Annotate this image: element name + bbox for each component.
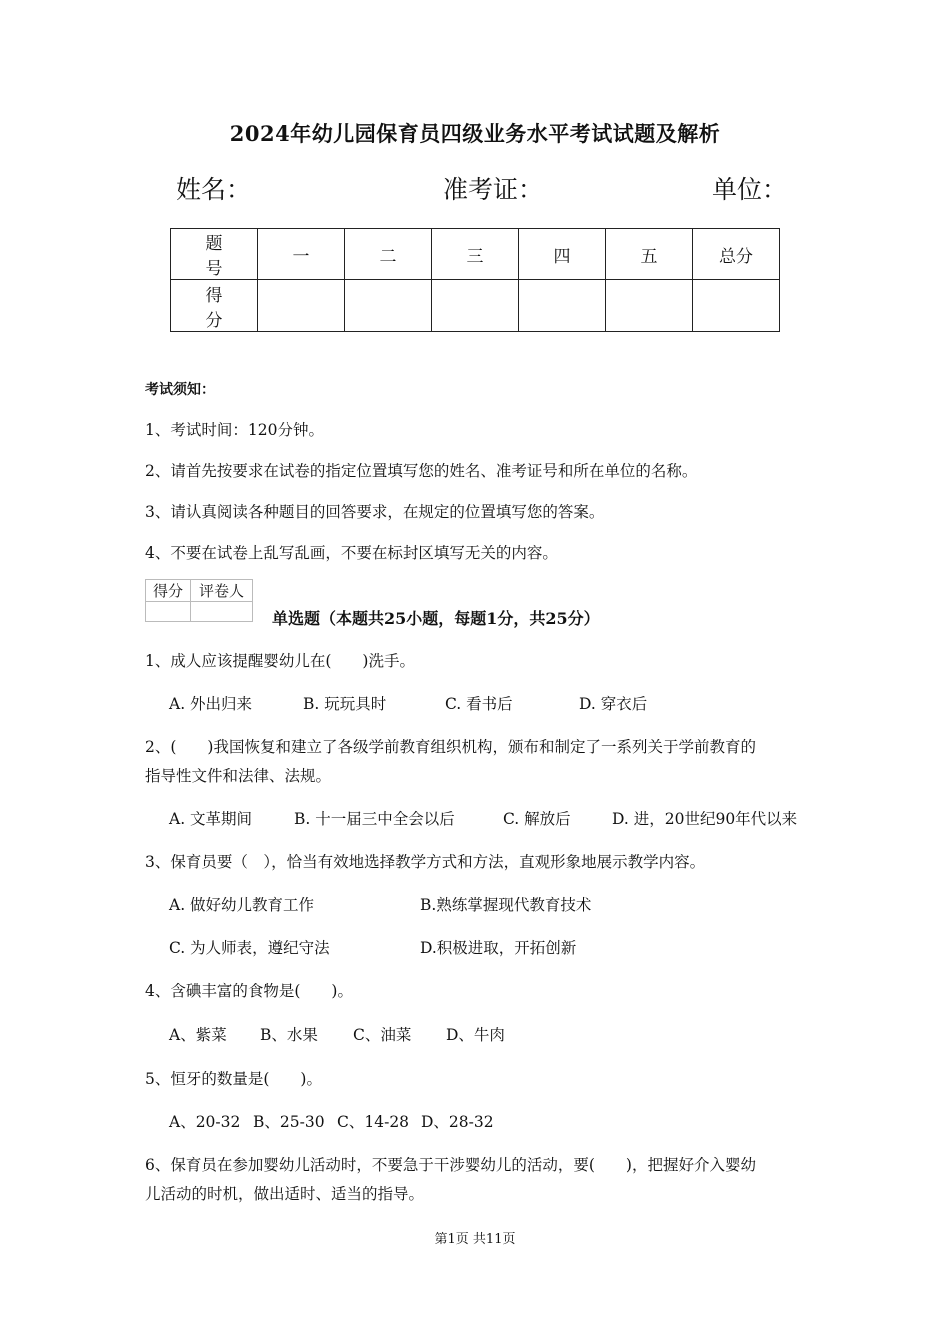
score-cell-4[interactable] xyxy=(519,280,606,332)
question-2-option-a[interactable]: A. 文革期间 xyxy=(169,810,253,828)
question-2-stem-cont: 指导性文件和法律、法规。 xyxy=(145,767,332,785)
question-5-stem: 5、恒牙的数量是( )。 xyxy=(145,1070,322,1088)
score-table-header-row xyxy=(171,229,780,280)
score-cell-5[interactable] xyxy=(606,280,693,332)
question-4-stem: 4、含碘丰富的食物是( )。 xyxy=(145,982,353,1000)
notice-title: 考试须知： xyxy=(145,382,215,398)
column-5-header: 五 xyxy=(606,229,693,280)
notice-item: 1、考试时间：120分钟。 xyxy=(145,421,324,439)
column-2-header: 二 xyxy=(345,229,432,280)
notice-item: 4、不要在试卷上乱写乱画，不要在标封区填写无关的内容。 xyxy=(145,544,558,562)
question-6-stem: 6、保育员在参加婴幼儿活动时，不要急于干涉婴幼儿的活动，要( )，把握好介入婴幼 xyxy=(145,1156,756,1174)
grader-score-label: 得分 xyxy=(146,580,191,602)
column-1-header: 一 xyxy=(258,229,345,280)
grader-box xyxy=(145,579,253,622)
question-number-label: 题 号 xyxy=(171,229,258,280)
question-5-option-a[interactable]: A、20-32 xyxy=(169,1113,241,1131)
question-1-option-d[interactable]: D. 穿衣后 xyxy=(579,695,648,713)
notice-item: 2、请首先按要求在试卷的指定位置填写您的姓名、准考证号和所在单位的名称。 xyxy=(145,462,698,480)
question-2-option-b[interactable]: B. 十一届三中全会以后 xyxy=(294,810,455,828)
score-cell-2[interactable] xyxy=(345,280,432,332)
column-3-header: 三 xyxy=(432,229,519,280)
question-5-option-b[interactable]: B、25-30 xyxy=(253,1113,325,1131)
name-field-label: 姓名： xyxy=(176,175,252,204)
question-2-option-c[interactable]: C. 解放后 xyxy=(503,810,571,828)
question-3-option-c[interactable]: C. 为人师表，遵纪守法 xyxy=(169,939,330,957)
question-3-stem: 3、保育员要（ ），恰当有效地选择教学方式和方法，直观形象地展示教学内容。 xyxy=(145,853,706,871)
page-title: 2024年幼儿园保育员四级业务水平考试试题及解析 xyxy=(229,121,721,146)
question-5-option-c[interactable]: C、14-28 xyxy=(337,1113,410,1131)
question-4-option-d[interactable]: D、牛肉 xyxy=(446,1026,505,1044)
column-total-header: 总分 xyxy=(693,229,780,280)
question-6-stem-cont: 儿活动的时机，做出适时、适当的指导。 xyxy=(145,1185,425,1203)
question-4-option-b[interactable]: B、水果 xyxy=(260,1026,318,1044)
question-3-option-b[interactable]: B.熟练掌握现代教育技术 xyxy=(420,896,592,914)
score-label: 得 分 xyxy=(171,280,258,332)
score-table xyxy=(170,228,780,332)
grader-name-cell[interactable] xyxy=(191,602,253,622)
score-cell-3[interactable] xyxy=(432,280,519,332)
column-4-header: 四 xyxy=(519,229,606,280)
question-2-stem: 2、( )我国恢复和建立了各级学前教育组织机构，颁布和制定了一系列关于学前教育的 xyxy=(145,738,756,756)
question-1-option-c[interactable]: C. 看书后 xyxy=(445,695,513,713)
grader-score-cell[interactable] xyxy=(146,602,191,622)
score-cell-total[interactable] xyxy=(693,280,780,332)
question-2-option-d[interactable]: D. 进，20世纪90年代以来 xyxy=(612,810,798,828)
notice-item: 3、请认真阅读各种题目的回答要求，在规定的位置填写您的答案。 xyxy=(145,503,605,521)
question-5-option-d[interactable]: D、28-32 xyxy=(421,1113,494,1131)
question-4-option-c[interactable]: C、油菜 xyxy=(353,1026,412,1044)
page-footer: 第1页 共11页 xyxy=(434,1232,516,1247)
score-cell-1[interactable] xyxy=(258,280,345,332)
question-1-stem: 1、成人应该提醒婴幼儿在( )洗手。 xyxy=(145,652,415,670)
question-1-option-b[interactable]: B. 玩玩具时 xyxy=(303,695,387,713)
grader-name-label: 评卷人 xyxy=(191,580,253,602)
score-table-score-row xyxy=(171,280,780,332)
exam-number-field-label: 准考证： xyxy=(443,175,544,204)
question-3-option-d[interactable]: D.积极进取，开拓创新 xyxy=(420,939,577,957)
question-3-option-a[interactable]: A. 做好幼儿教育工作 xyxy=(169,896,315,914)
question-1-option-a[interactable]: A. 外出归来 xyxy=(169,695,253,713)
unit-field-label: 单位： xyxy=(712,175,788,204)
question-4-option-a[interactable]: A、紫菜 xyxy=(169,1026,227,1044)
section-title: 单选题（本题共25小题，每题1分，共25分） xyxy=(272,609,600,628)
